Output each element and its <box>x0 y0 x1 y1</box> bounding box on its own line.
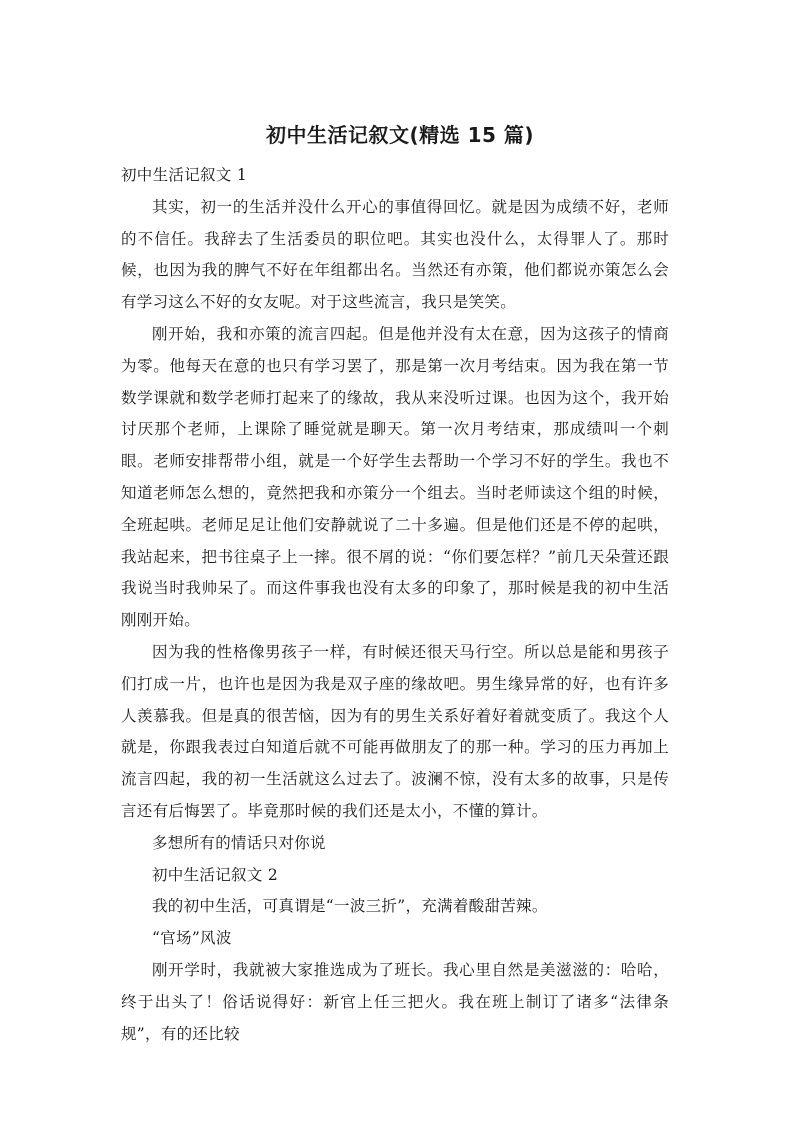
document-title: 初中生活记叙文(精选 15 篇) <box>265 123 535 147</box>
paragraph: 刚开始，我和亦策的流言四起。但是他并没有太在意，因为这孩子的情商为零。他每天在意的也只有学习罢了，那是第一次月考结束。因为我在第一节数学课就和数学老师打起来了的缘故，我从来没听过课。也因为这个，我开始讨厌那个老师，上课除了睡觉就是聊天。第一次月考结束，那成绩叫一个刺眼。老师安排帮带小组，就是一个好学生去帮助一个学习不好的学生。我也不知道老师怎么想的，竟然把我和亦策分一个组去。当时老师读这个组的时候，全班起哄。老师足足让他们安静就说了二十多遍。但是他们还是不停的起哄，我站起来，把书往桌子上一摔。很不屑的说：“你们要怎样？”前几天朵萱还跟我说当时我帅呆了。而这件事我也没有太多的印象了，那时候是我的初中生活刚刚开始。 <box>121 324 669 630</box>
document-body <box>121 160 669 1050</box>
paragraph: 因为我的性格像男孩子一样，有时候还很天马行空。所以总是能和男孩子们打成一片，也许也是因为我是双子座的缘故吧。男生缘异常的好，也有许多人羡慕我。但是真的很苦恼，因为有的男生关系好着好着就变质了。我这个人就是，你跟我表过白知道后就不可能再做朋友了的那一种。学习的压力再加上流言四起，我的初一生活就这么过去了。波澜不惊，没有太多的故事，只是传言还有后悔罢了。毕竟那时候的我们还是太小，不懂的算计。 <box>121 642 669 820</box>
subheading: “官场”风波 <box>152 929 232 948</box>
section-heading: 初中生活记叙文 2 <box>152 865 278 884</box>
paragraph: 我的初中生活，可真谓是“一波三折”，充满着酸甜苦辣。 <box>152 897 548 916</box>
paragraph: 刚开学时，我就被大家推选成为了班长。我心里自然是美滋滋的：哈哈，终于出头了！俗话说得好：新官上任三把火。我在班上制订了诸多“法律条规”，有的还比较 <box>121 960 669 1043</box>
paragraph: 多想所有的情话只对你说 <box>152 833 326 852</box>
section-heading: 初中生活记叙文 1 <box>121 166 247 184</box>
paragraph: 其实，初一的生活并没什么开心的事值得回忆。就是因为成绩不好，老师的不信任。我辞去了生活委员的职位吧。其实也没什么，太得罪人了。那时候，也因为我的脾气不好在年组都出名。当然还有亦策，他们都说亦策怎么会有学习这么不好的女友呢。对于这些流言，我只是笑笑。 <box>121 197 669 312</box>
